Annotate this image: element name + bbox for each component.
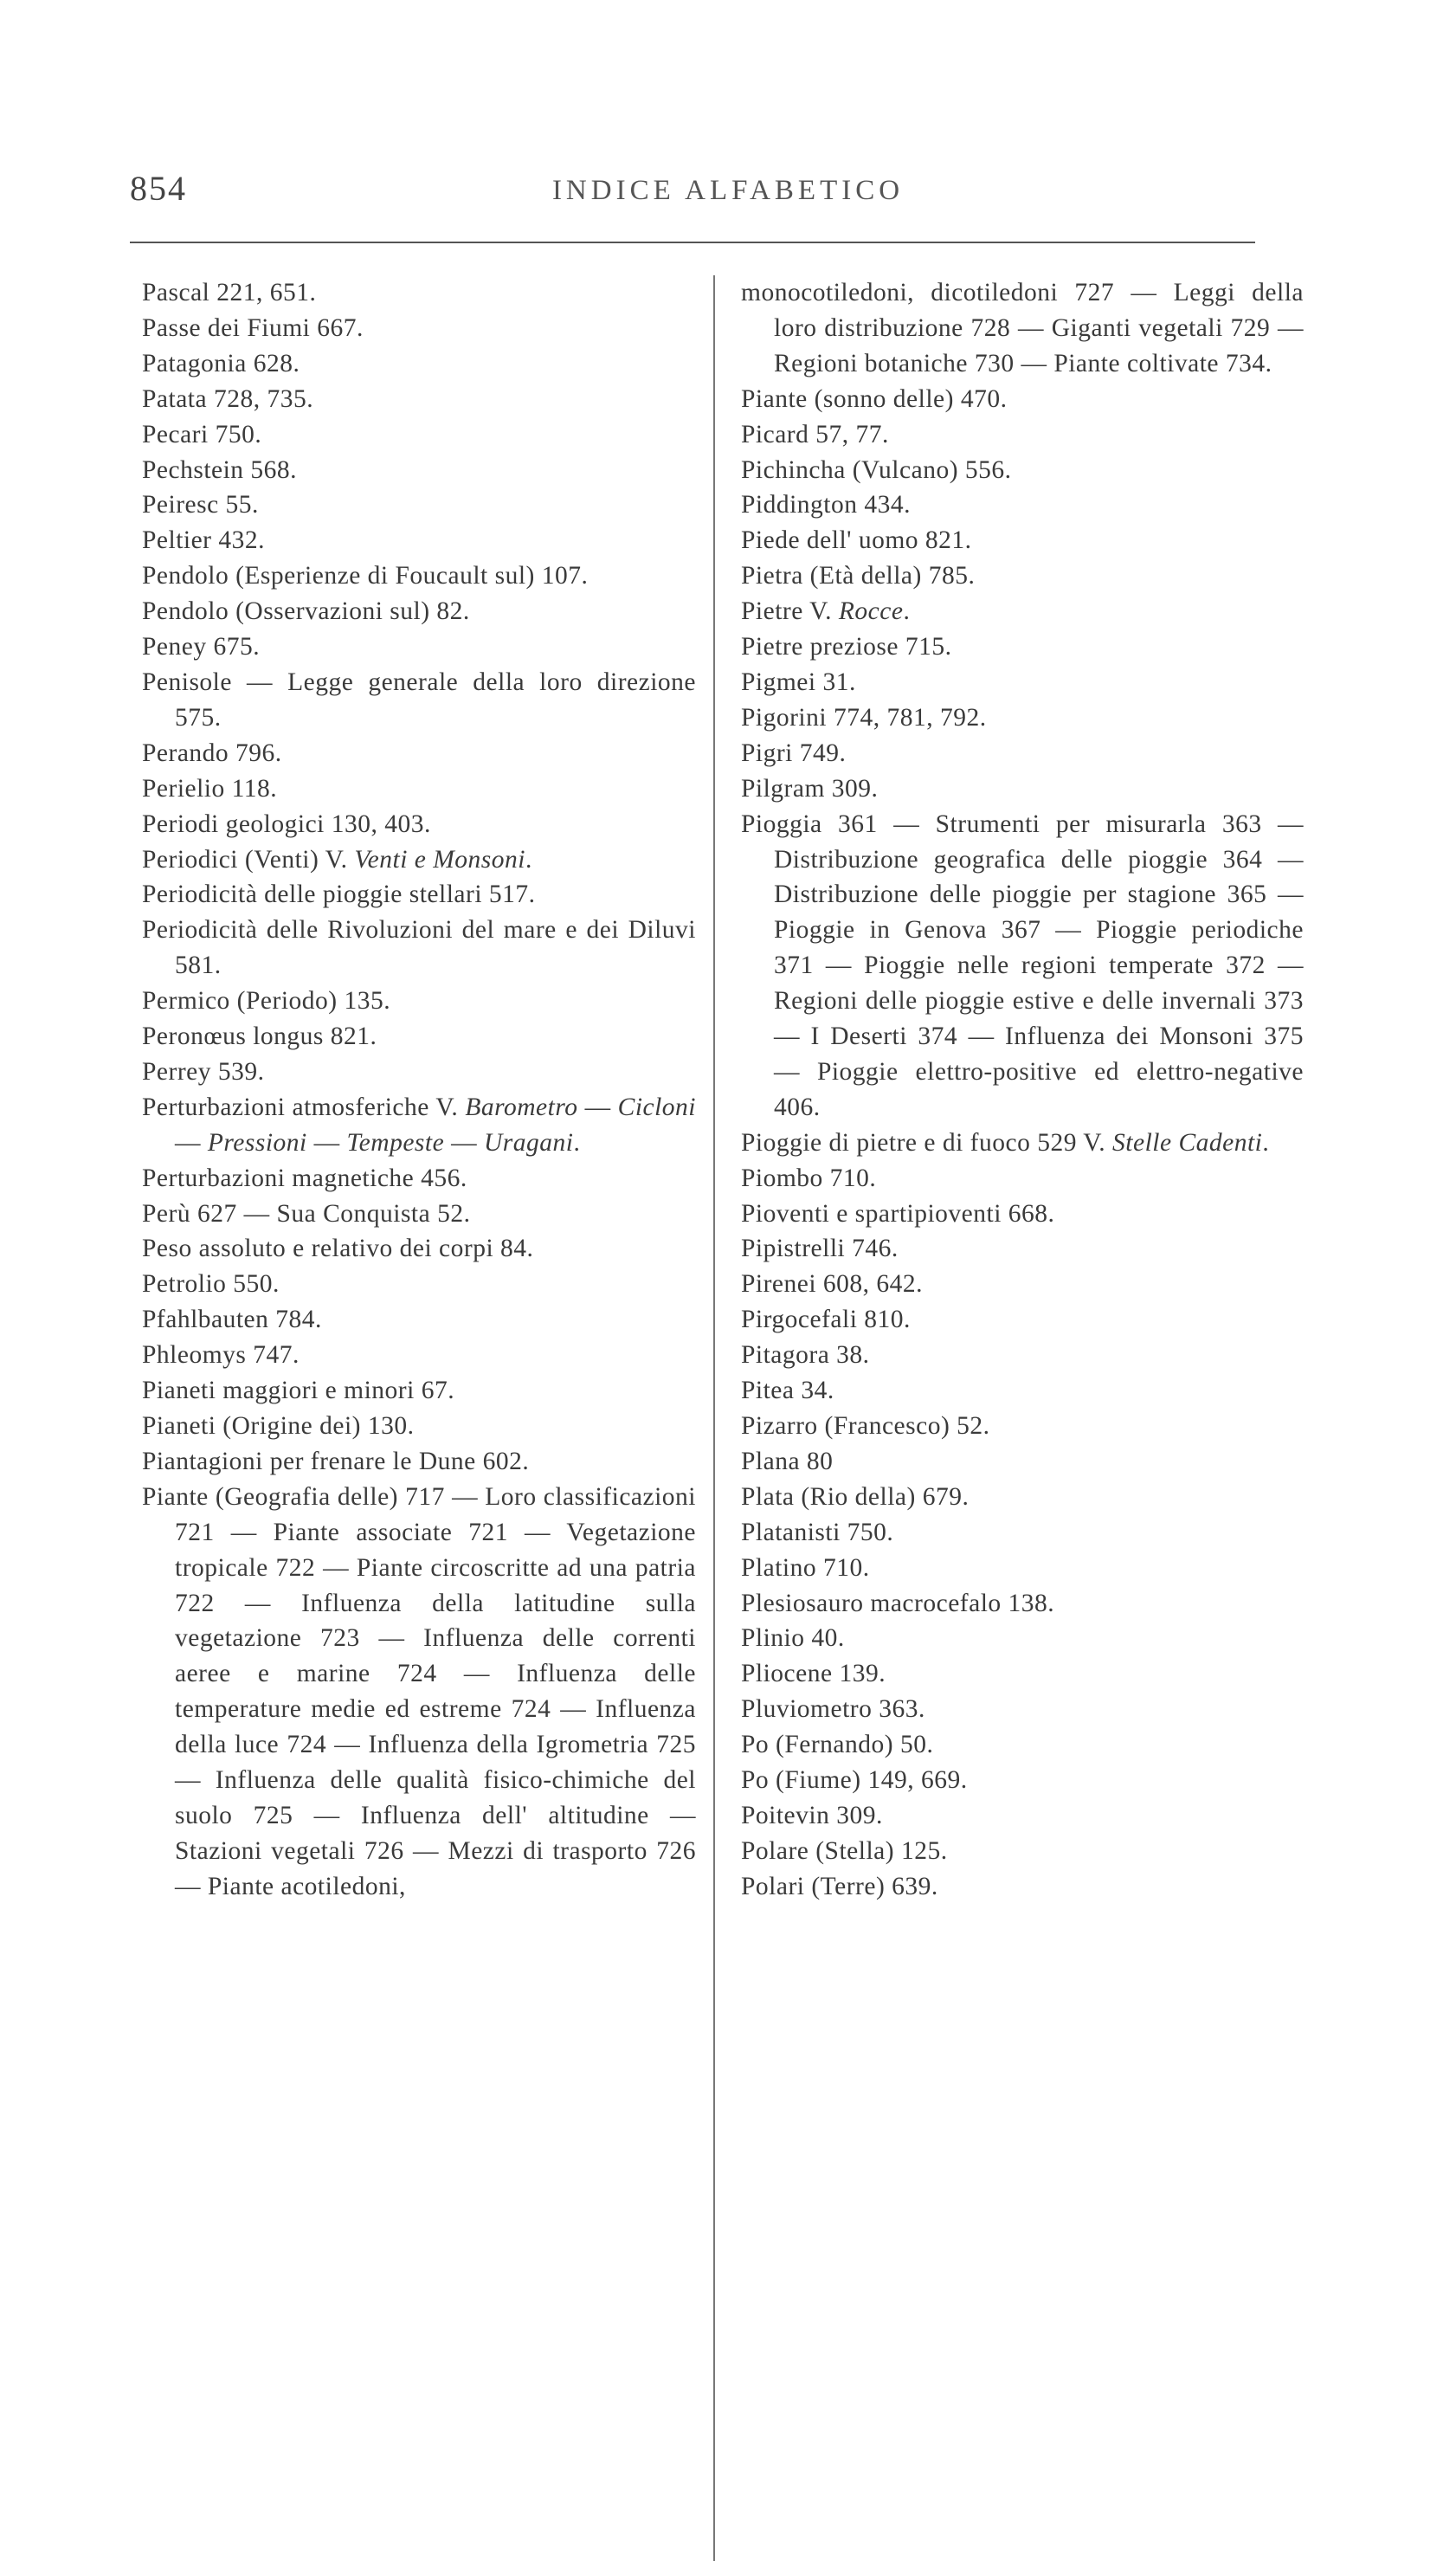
index-entry: Pietra (Età della) 785. bbox=[741, 562, 976, 590]
index-entry: Polare (Stella) 125. bbox=[741, 1836, 948, 1865]
index-entry: Perù 627 — Sua Conquista 52. bbox=[142, 1199, 471, 1228]
index-entry: Patata 728, 735. bbox=[142, 384, 314, 413]
index-entry: Pirenei 608, 642. bbox=[741, 1270, 924, 1299]
column-divider bbox=[713, 275, 715, 2561]
index-entry: Perielio 118. bbox=[142, 774, 278, 803]
index-entry: Pliocene 139. bbox=[741, 1660, 886, 1688]
index-entry: Perturbazioni magnetiche 456. bbox=[142, 1164, 467, 1192]
index-entry: Pianeti (Origine dei) 130. bbox=[142, 1412, 415, 1440]
index-entry: monocotiledoni, dicotiledoni 727 — Leggi della loro distribuzione 728 — Giganti vegetali 729 — Regioni botaniche 730 — Piante coltivate 734. bbox=[741, 279, 1304, 377]
index-entry: Pigmei 31. bbox=[741, 668, 856, 696]
index-entry: Polari (Terre) 639. bbox=[741, 1872, 938, 1900]
index-entry: Pitagora 38. bbox=[741, 1341, 870, 1370]
index-entry: Peney 675. bbox=[142, 633, 261, 661]
index-entry: Periodicità delle pioggie stellari 517. bbox=[142, 881, 536, 909]
index-entry: Pluviometro 363. bbox=[741, 1695, 925, 1724]
index-entry: Po (Fernando) 50. bbox=[741, 1731, 934, 1759]
index-entry: Pipistrelli 746. bbox=[741, 1235, 899, 1263]
index-entry: Phleomys 747. bbox=[142, 1341, 300, 1370]
index-entry: Peiresc 55. bbox=[142, 491, 259, 519]
index-entry: Pilgram 309. bbox=[741, 774, 879, 803]
index-entry: Petrolio 550. bbox=[142, 1270, 280, 1299]
index-entry: Patagonia 628. bbox=[142, 349, 300, 377]
index-entry: Piante (sonno delle) 470. bbox=[741, 384, 1008, 413]
index-column-right bbox=[741, 275, 1304, 1905]
index-entry: Peltier 432. bbox=[142, 526, 266, 555]
page-number: 854 bbox=[130, 169, 187, 208]
index-entry: Periodicità delle Rivoluzioni del mare e dei Diluvi 581. bbox=[142, 916, 696, 980]
index-entry: Peso assoluto e relativo dei corpi 84. bbox=[142, 1235, 534, 1263]
index-entry: Pioventi e spartipioventi 668. bbox=[741, 1199, 1055, 1228]
index-entry: Piede dell' uomo 821. bbox=[741, 526, 972, 555]
index-column-left bbox=[142, 275, 696, 1905]
index-entry: Passe dei Fiumi 667. bbox=[142, 313, 364, 342]
index-entry: Pendolo (Esperienze di Foucault sul) 107. bbox=[142, 562, 589, 590]
running-title: INDICE ALFABETICO bbox=[551, 175, 905, 206]
index-entry: Piantagioni per frenare le Dune 602. bbox=[142, 1447, 530, 1475]
index-entry: Pecari 750. bbox=[142, 420, 262, 448]
index-entry: Piddington 434. bbox=[741, 491, 911, 519]
index-entry: Perrey 539. bbox=[142, 1057, 265, 1086]
index-entry: Pietre V. Rocce. bbox=[741, 597, 911, 626]
index-entry: Picard 57, 77. bbox=[741, 420, 889, 448]
index-entry: Pichincha (Vulcano) 556. bbox=[741, 455, 1012, 484]
index-entry: Pioggia 361 — Strumenti per misurarla 363 — Distribuzione geografica delle pioggie 364 — Distribuzione delle pioggie per stagione 365 — Pioggie in Genova 367 — Pioggie periodiche 371 — Pioggie nelle regioni temperate 372 — Regioni delle pioggie estive e delle invernali 373 — I Deserti 374 — Influenza dei Monsoni 375 — Pioggie elettro-positive ed elettro-negative 406. bbox=[741, 810, 1304, 1121]
index-entry: Piante (Geografia delle) 717 — Loro classificazioni 721 — Piante associate 721 — Vegetazione tropicale 722 — Piante circoscritte ad una patria 722 — Influenza della latitudine sulla vegetazione 723 — Influenza delle correnti aeree e marine 724 — Influenza delle temperature medie ed estreme 724 — Influenza della luce 724 — Influenza della Igrometria 725 — Influenza delle qualità fisico-chimiche del suolo 725 — Influenza dell' altitudine — Stazioni vegetali 726 — Mezzi di trasporto 726 — Piante acotiledoni, bbox=[142, 1482, 696, 1900]
index-entry: Plinio 40. bbox=[741, 1624, 845, 1653]
index-entry: Platanisti 750. bbox=[741, 1518, 894, 1546]
index-entry: Pirgocefali 810. bbox=[741, 1306, 911, 1334]
index-entry: Perando 796. bbox=[142, 739, 282, 767]
index-entry: Periodi geologici 130, 403. bbox=[142, 810, 431, 838]
index-entry: Pizarro (Francesco) 52. bbox=[741, 1412, 990, 1440]
index-entry: Po (Fiume) 149, 669. bbox=[741, 1766, 968, 1795]
index-entry: Pascal 221, 651. bbox=[142, 279, 317, 306]
index-entry: Pianeti maggiori e minori 67. bbox=[142, 1377, 455, 1405]
index-entry: Plana 80 bbox=[741, 1447, 834, 1475]
index-entry: Plesiosauro macrocefalo 138. bbox=[741, 1589, 1055, 1617]
index-entry: Pietre preziose 715. bbox=[741, 633, 952, 661]
index-entry: Pigorini 774, 781, 792. bbox=[741, 703, 987, 732]
index-entry: Piombo 710. bbox=[741, 1164, 877, 1192]
index-entry: Permico (Periodo) 135. bbox=[142, 987, 391, 1016]
index-entry: Pfahlbauten 784. bbox=[142, 1306, 322, 1334]
index-entry: Pigri 749. bbox=[741, 739, 847, 767]
index-entry: Pitea 34. bbox=[741, 1377, 834, 1405]
index-entry: Poitevin 309. bbox=[741, 1801, 883, 1829]
index-entry: Peronœus longus 821. bbox=[142, 1022, 377, 1051]
index-entry: Penisole — Legge generale della loro direzione 575. bbox=[142, 668, 696, 732]
header-rule bbox=[130, 242, 1255, 243]
index-entry: Plata (Rio della) 679. bbox=[741, 1482, 970, 1511]
index-entry: Platino 710. bbox=[741, 1553, 870, 1582]
index-entry: Periodici (Venti) V. Venti e Monsoni. bbox=[142, 845, 532, 874]
index-entry: Pioggie di pietre e di fuoco 529 V. Stelle Cadenti. bbox=[741, 1128, 1270, 1157]
index-entry: Pechstein 568. bbox=[142, 455, 298, 484]
index-entry: Perturbazioni atmosferiche V. Barometro — Cicloni — Pressioni — Tempeste — Uragani. bbox=[142, 1093, 696, 1157]
index-entry: Pendolo (Osservazioni sul) 82. bbox=[142, 597, 470, 626]
